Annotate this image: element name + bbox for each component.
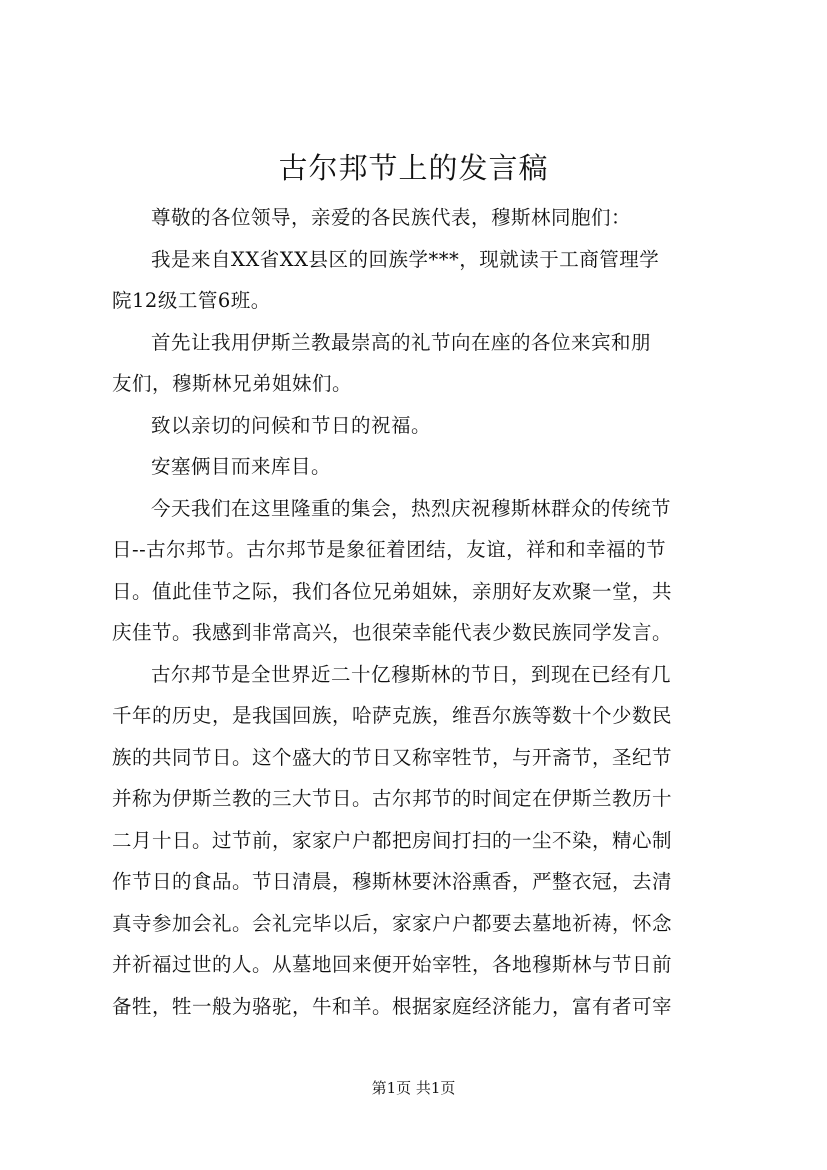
paragraph-line: 今天我们在这里隆重的集会，热烈庆祝穆斯林群众的传统节 (151, 496, 672, 520)
paragraph-line: 古尔邦节是全世界近二十亿穆斯林的节日，到现在已经有几 (151, 662, 672, 686)
paragraph-line: 真寺参加会礼。会礼完毕以后，家家户户都要去墓地祈祷，怀念 (112, 911, 673, 935)
paragraph-line: 日--古尔邦节。古尔邦节是象征着团结，友谊，祥和和幸福的节 (112, 538, 667, 561)
paragraph-line: 并称为伊斯兰教的三大节日。古尔邦节的时间定在伊斯兰教历十 (112, 787, 673, 810)
paragraph-line: 院12级工管6班。 (112, 289, 271, 312)
paragraph-line: 族的共同节日。这个盛大的节日又称宰牲节，与开斋节，圣纪节 (112, 745, 673, 769)
paragraph-line: 二月十日。过节前，家家户户都把房间打扫的一尘不染，精心制 (112, 828, 673, 852)
paragraph-line: 并祈福过世的人。从墓地回来便开始宰牲，各地穆斯林与节日前 (112, 953, 673, 976)
paragraph-line: 友们，穆斯林兄弟姐妹们。 (112, 372, 353, 395)
page-number-footer: 第1页 共1页 (371, 1079, 456, 1097)
paragraph-line: 作节日的食品。节日清晨，穆斯林要沐浴熏香，严整衣冠，去清 (112, 870, 673, 893)
paragraph-line: 安塞俩目而来库目。 (151, 455, 332, 478)
paragraph-line: 致以亲切的问候和节日的祝福。 (151, 413, 432, 437)
paragraph-line: 首先让我用伊斯兰教最崇高的礼节向在座的各位来宾和朋 (151, 330, 652, 354)
paragraph-line: 千年的历史，是我国回族，哈萨克族，维吾尔族等数十个少数民 (112, 704, 673, 727)
paragraph-line: 庆佳节。我感到非常高兴，也很荣幸能代表少数民族同学发言。 (112, 621, 673, 644)
paragraph-line: 我是来自XX省XX县区的回族学***，现就读于工商管理学 (151, 247, 660, 271)
document-title: 古尔邦节上的发言稿 (278, 151, 549, 185)
document-body (112, 197, 722, 1027)
paragraph-line: 备牲，牲一般为骆驼，牛和羊。根据家庭经济能力，富有者可宰 (112, 994, 673, 1018)
paragraph-line: 日。值此佳节之际，我们各位兄弟姐妹，亲朋好友欢聚一堂，共 (112, 579, 673, 603)
salutation-line: 尊敬的各位领导，亲爱的各民族代表，穆斯林同胞们： (151, 206, 632, 229)
